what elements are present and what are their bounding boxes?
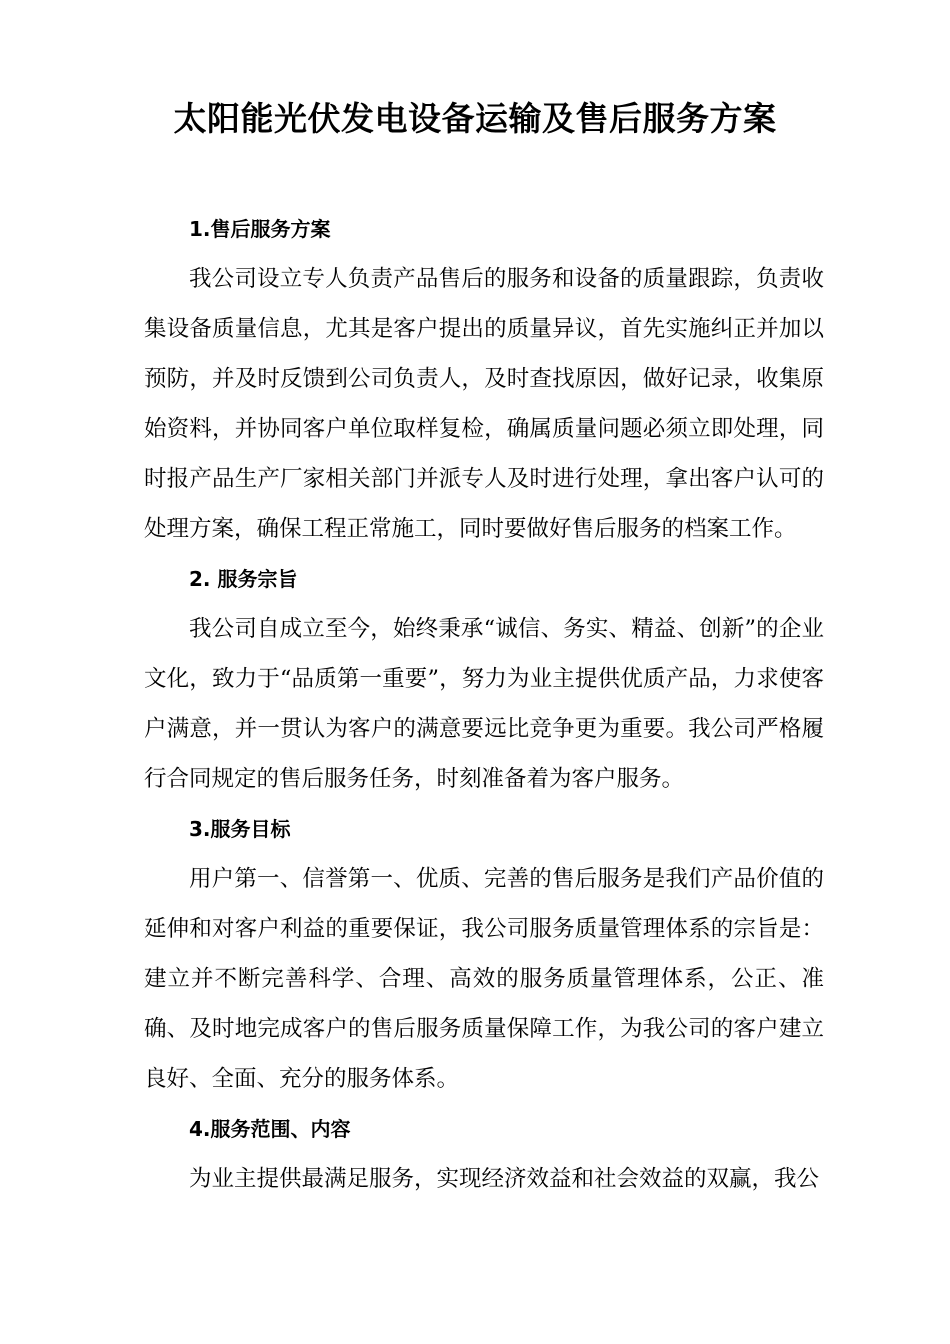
document-title: 太阳能光伏发电设备运输及售后服务方案 (173, 99, 777, 138)
section-heading-service-scope: 4.服务范围、内容 (189, 1117, 351, 1141)
section-paragraph-after-sales-plan: 我公司设立专人负责产品售后的服务和设备的质量跟踪，负责收集设备质量信息，尤其是客户提出的质量异议，首先实施纠正并加以预防，并及时反馈到公司负责人，及时查找原因，做好记录，收集原始资料，并协同客户单位取样复检，确属质量问题必须立即处理，同时报产品生产厂家相关部门并派专人及时进行处理，拿出客户认可的处理方案，确保工程正常施工，同时要做好售后服务的档案工作。 (144, 266, 824, 542)
section-paragraph-service-tenet: 我公司自成立至今，始终秉承“诚信、务实、精益、创新”的企业文化，致力于“品质第一重要”，努力为业主提供优质产品，力求使客户满意，并一贯认为客户的满意要远比竞争更为重要。我公司严格履行合同规定的售后服务任务，时刻准备着为客户服务。 (144, 616, 824, 792)
document-body (144, 204, 824, 1204)
section-paragraph-service-goal: 用户第一、信誉第一、优质、完善的售后服务是我们产品价值的延伸和对客户利益的重要保证，我公司服务质量管理体系的宗旨是：建立并不断完善科学、合理、高效的服务质量管理体系，公正、准确、及时地完成客户的售后服务质量保障工作，为我公司的客户建立良好、全面、充分的服务体系。 (144, 866, 824, 1092)
section-heading-after-sales-plan: 1.售后服务方案 (189, 217, 331, 241)
section-heading-service-goal: 3.服务目标 (189, 817, 291, 841)
section-heading-service-tenet: 2. 服务宗旨 (189, 567, 298, 591)
section-paragraph-service-scope: 为业主提供最满足服务，实现经济效益和社会效益的双赢，我公 (189, 1166, 820, 1192)
